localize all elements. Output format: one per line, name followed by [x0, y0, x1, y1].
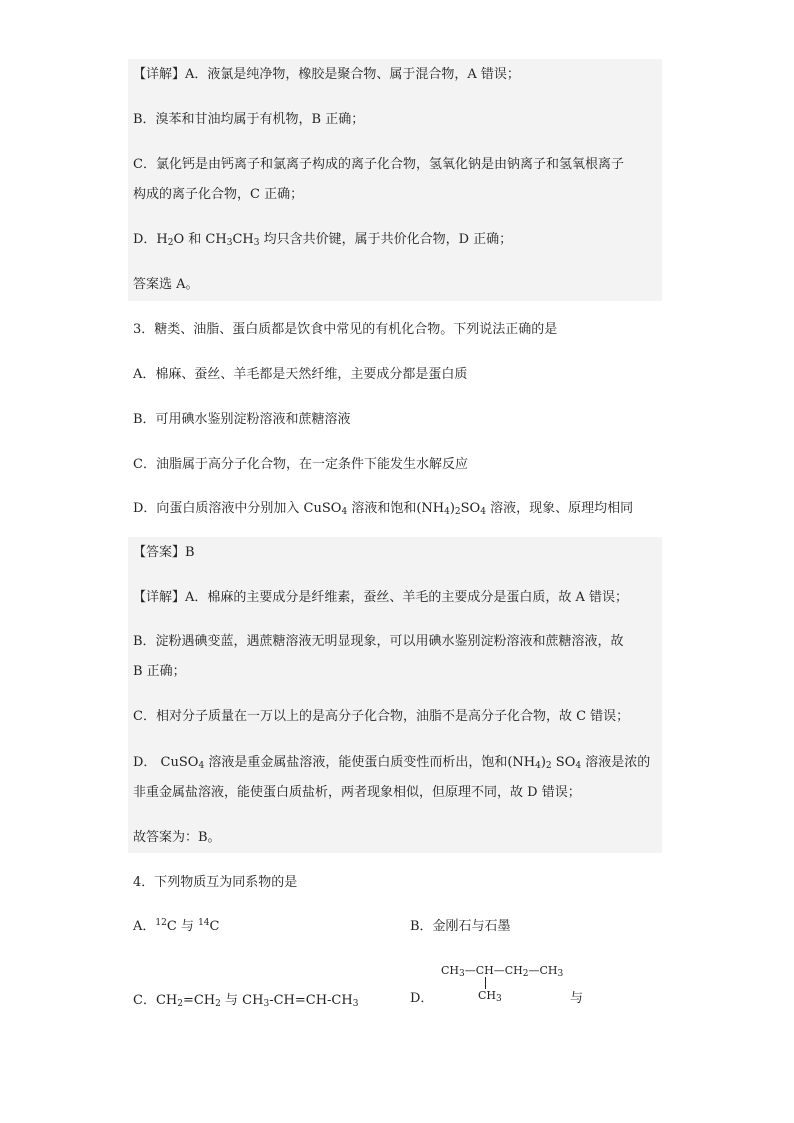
text-segment: SO	[460, 501, 481, 516]
text-segment: 溶液是浓的	[581, 755, 651, 770]
superscript: 14	[198, 918, 210, 928]
text-segment: 溶液和饱和(NH	[347, 501, 445, 516]
subscript: 4	[444, 507, 450, 517]
superscript: 12	[155, 918, 167, 928]
structural-formula-main-chain	[441, 964, 563, 978]
question-4-stem: 4．下列物质互为同系物的是	[133, 875, 298, 890]
text-segment: )	[540, 755, 546, 770]
text-segment: CH	[441, 964, 460, 977]
text-segment: D．H	[133, 232, 168, 247]
question-3-option-a: A．棉麻、蚕丝、羊毛都是天然纤维，主要成分都是蛋白质	[133, 367, 468, 382]
explanation-block-1	[128, 59, 662, 301]
subscript: 4	[480, 507, 486, 517]
explanation-2-a: 【详解】A．棉麻的主要成分是纤维素，蚕丝、羊毛的主要成分是蛋白质，故 A 错误；	[133, 590, 629, 605]
subscript: 3	[352, 999, 359, 1009]
subscript: 3	[226, 238, 233, 248]
subscript: 2	[454, 507, 461, 517]
subscript: 2	[545, 761, 552, 771]
question-3-option-d	[133, 498, 663, 520]
explanation-2-d-line2: 非重金属盐溶液，能使蛋白质盐析，两者现象相似，但原理不同，故 D 错误；	[133, 785, 581, 800]
text-segment: 均只含共价键，属于共价化合物，D 正确；	[259, 232, 513, 247]
subscript: 2	[215, 999, 221, 1009]
question-4-option-d-label: D．	[410, 991, 434, 1006]
explanation-2-b-line1: B．淀粉遇碘变蓝，遇蔗糖溶液无明显现象，可以用碘水鉴别淀粉溶液和蔗糖溶液，故	[133, 634, 624, 649]
structural-formula-branch	[478, 989, 502, 1003]
text-segment: C	[209, 919, 220, 934]
text-segment: 与 CH	[220, 993, 264, 1008]
text-segment: CH	[478, 989, 497, 1002]
subscript: 4	[575, 761, 582, 771]
subscript: 4	[198, 761, 205, 771]
subscript: 2	[167, 238, 174, 248]
text-segment: )	[449, 501, 455, 516]
explanation-c-line2: 构成的离子化合物，C 正确；	[133, 187, 304, 202]
text-segment: CH	[232, 232, 254, 247]
question-3-option-b: B．可用碘水鉴别淀粉溶液和蔗糖溶液	[133, 412, 351, 427]
question-3-option-c: C．油脂属于高分子化合物，在一定条件下能发生水解反应	[133, 457, 468, 472]
subscript: 3	[263, 999, 270, 1009]
structural-formula-bond	[485, 977, 486, 989]
question-4-option-c	[133, 990, 358, 1012]
text-segment: 溶液是重金属盐溶液，能使蛋白质变性而析出，饱和(NH	[204, 755, 536, 770]
question-4-option-d-with: 与	[570, 991, 584, 1006]
text-segment: C．CH	[133, 993, 178, 1008]
explanation-b: B．溴苯和甘油均属于有机物，B 正确；	[133, 112, 365, 127]
explanation-c-line1: C．氯化钙是由钙离子和氯离子构成的离子化合物，氢氧化钠是由钠离子和氢氧根离子	[133, 157, 624, 172]
explanation-d	[133, 229, 663, 251]
subscript: 3	[253, 238, 260, 248]
subscript: 3	[557, 969, 564, 979]
answer-line-2: 【答案】B	[133, 545, 195, 560]
text-segment: O 和 CH	[173, 232, 227, 247]
subscript: 4	[535, 761, 541, 771]
subscript: 3	[496, 994, 502, 1004]
explanation-2-b-line2: B 正确；	[133, 664, 186, 679]
explanation-2-d-line1	[133, 752, 663, 774]
subscript: 3	[459, 969, 465, 979]
text-segment: =CH	[182, 993, 216, 1008]
final-answer-line: 故答案为：B。	[133, 830, 221, 845]
explanation-a: 【详解】A．液氯是纯净物，橡胶是聚合物、属于混合物，A 错误；	[133, 67, 520, 82]
explanation-block-2	[128, 537, 662, 853]
text-segment: 溶液，现象、原理均相同	[485, 501, 634, 516]
subscript: 2	[177, 999, 183, 1009]
question-3-stem: 3．糖类、油脂、蛋白质都是饮食中常见的有机化合物。下列说法正确的是	[133, 322, 558, 337]
text-segment: -CH=CH-CH	[269, 993, 353, 1008]
text-segment: D．向蛋白质溶液中分别加入 CuSO	[133, 501, 342, 516]
answer-line-1: 答案选 A。	[133, 277, 199, 292]
subscript: 4	[341, 507, 348, 517]
text-segment: D． CuSO	[133, 755, 199, 770]
question-4-option-b: B．金刚石与石墨	[410, 919, 511, 934]
text-segment: C 与	[166, 919, 199, 934]
text-segment: —CH	[528, 964, 558, 977]
text-segment: —CH—CH	[464, 964, 523, 977]
text-segment: SO	[551, 755, 576, 770]
explanation-2-c: C．相对分子质量在一万以上的是高分子化合物，油脂不是高分子化合物，故 C 错误；	[133, 709, 630, 724]
text-segment: A．	[133, 919, 156, 934]
question-4-option-a	[133, 916, 219, 938]
subscript: 2	[522, 969, 529, 979]
